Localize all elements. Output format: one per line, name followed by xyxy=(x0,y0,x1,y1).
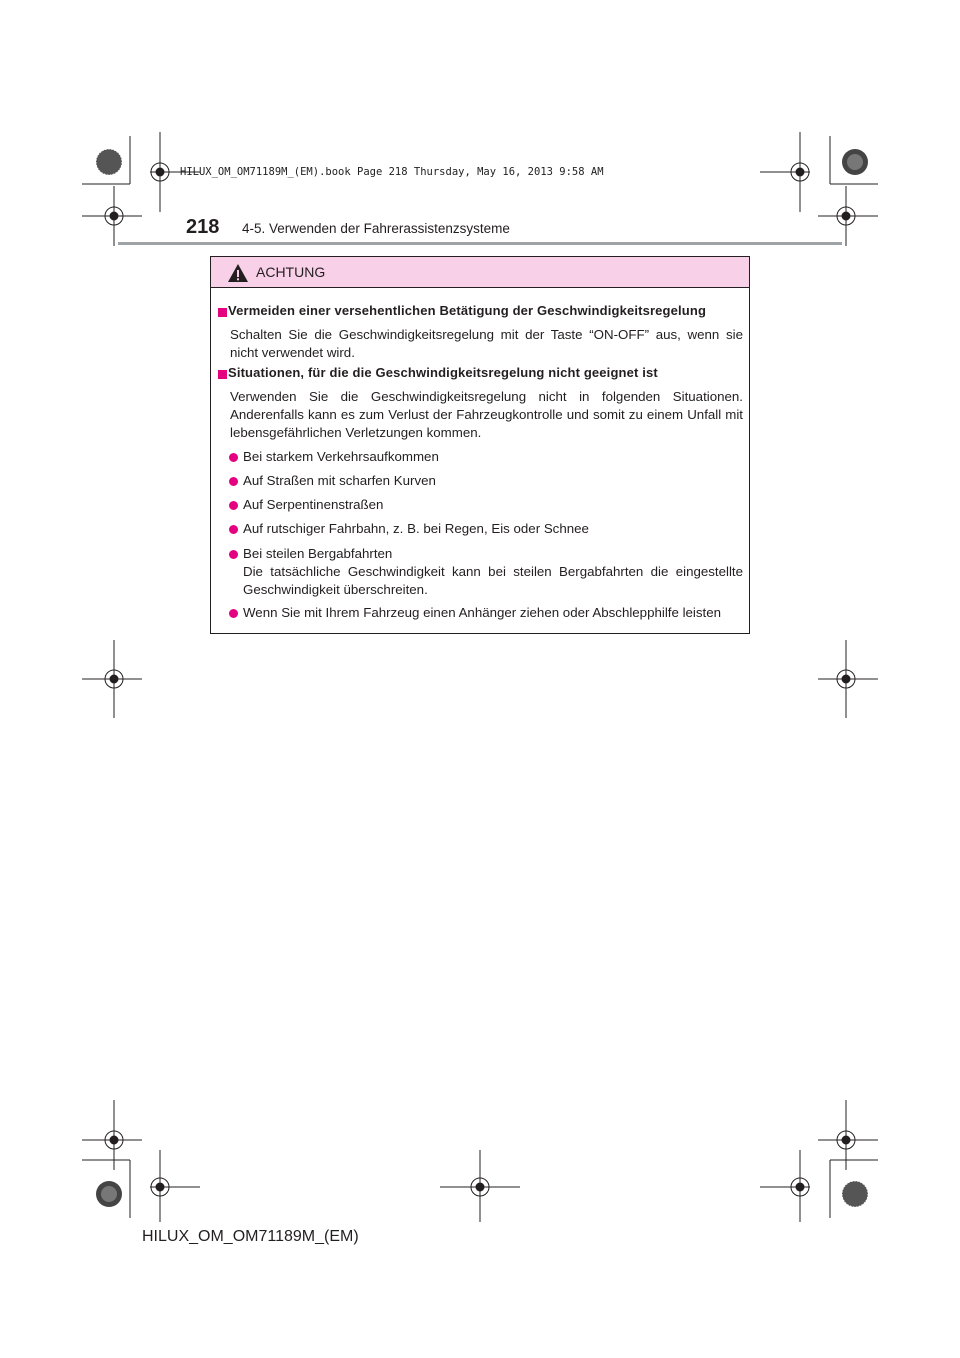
list-item-label: Bei steilen Bergabfahrten xyxy=(243,546,393,561)
list-item-detail: Die tatsächliche Geschwindigkeit kann bei steilen Bergabfahrten die eingestellte Geschwindigkeit überschreiten. xyxy=(243,564,743,597)
section-title: 4-5. Verwenden der Fahrerassistenzsysteme xyxy=(242,221,510,236)
page-number: 218 xyxy=(186,216,220,238)
caution-text-1: Schalten Sie die Geschwindigkeitsregelung mit der Taste “ON-OFF” aus, wenn sie nicht verwendet wird. xyxy=(230,327,743,360)
list-item: Auf rutschiger Fahrbahn, z. B. bei Regen, Eis oder Schnee xyxy=(243,521,589,536)
print-header: HILUX_OM_OM71189M_(EM).book Page 218 Thursday, May 16, 2013 9:58 AM xyxy=(180,166,604,178)
list-item: Auf Serpentinenstraßen xyxy=(243,497,384,512)
caution-title: ACHTUNG xyxy=(256,264,326,280)
list-item: Wenn Sie mit Ihrem Fahrzeug einen Anhänger ziehen oder Abschlepphilfe leisten xyxy=(243,605,721,620)
caution-text-2: Verwenden Sie die Geschwindigkeitsregelung nicht in folgenden Situationen. Anderenfalls kann es zum Verlust der Fahrzeugkontrolle und somit zu einem Unfall mit lebensgefährlichen Verletzungen kommen. xyxy=(230,389,743,440)
caution-heading-1: Vermeiden einer versehentlichen Betätigung der Geschwindigkeitsregelung xyxy=(228,303,707,318)
caution-heading-2: Situationen, für die die Geschwindigkeitsregelung nicht geeignet ist xyxy=(228,365,658,380)
list-item: Auf Straßen mit scharfen Kurven xyxy=(243,473,436,488)
list-item: Bei starkem Verkehrsaufkommen xyxy=(243,449,439,464)
footer-code: HILUX_OM_OM71189M_(EM) xyxy=(142,1228,359,1245)
